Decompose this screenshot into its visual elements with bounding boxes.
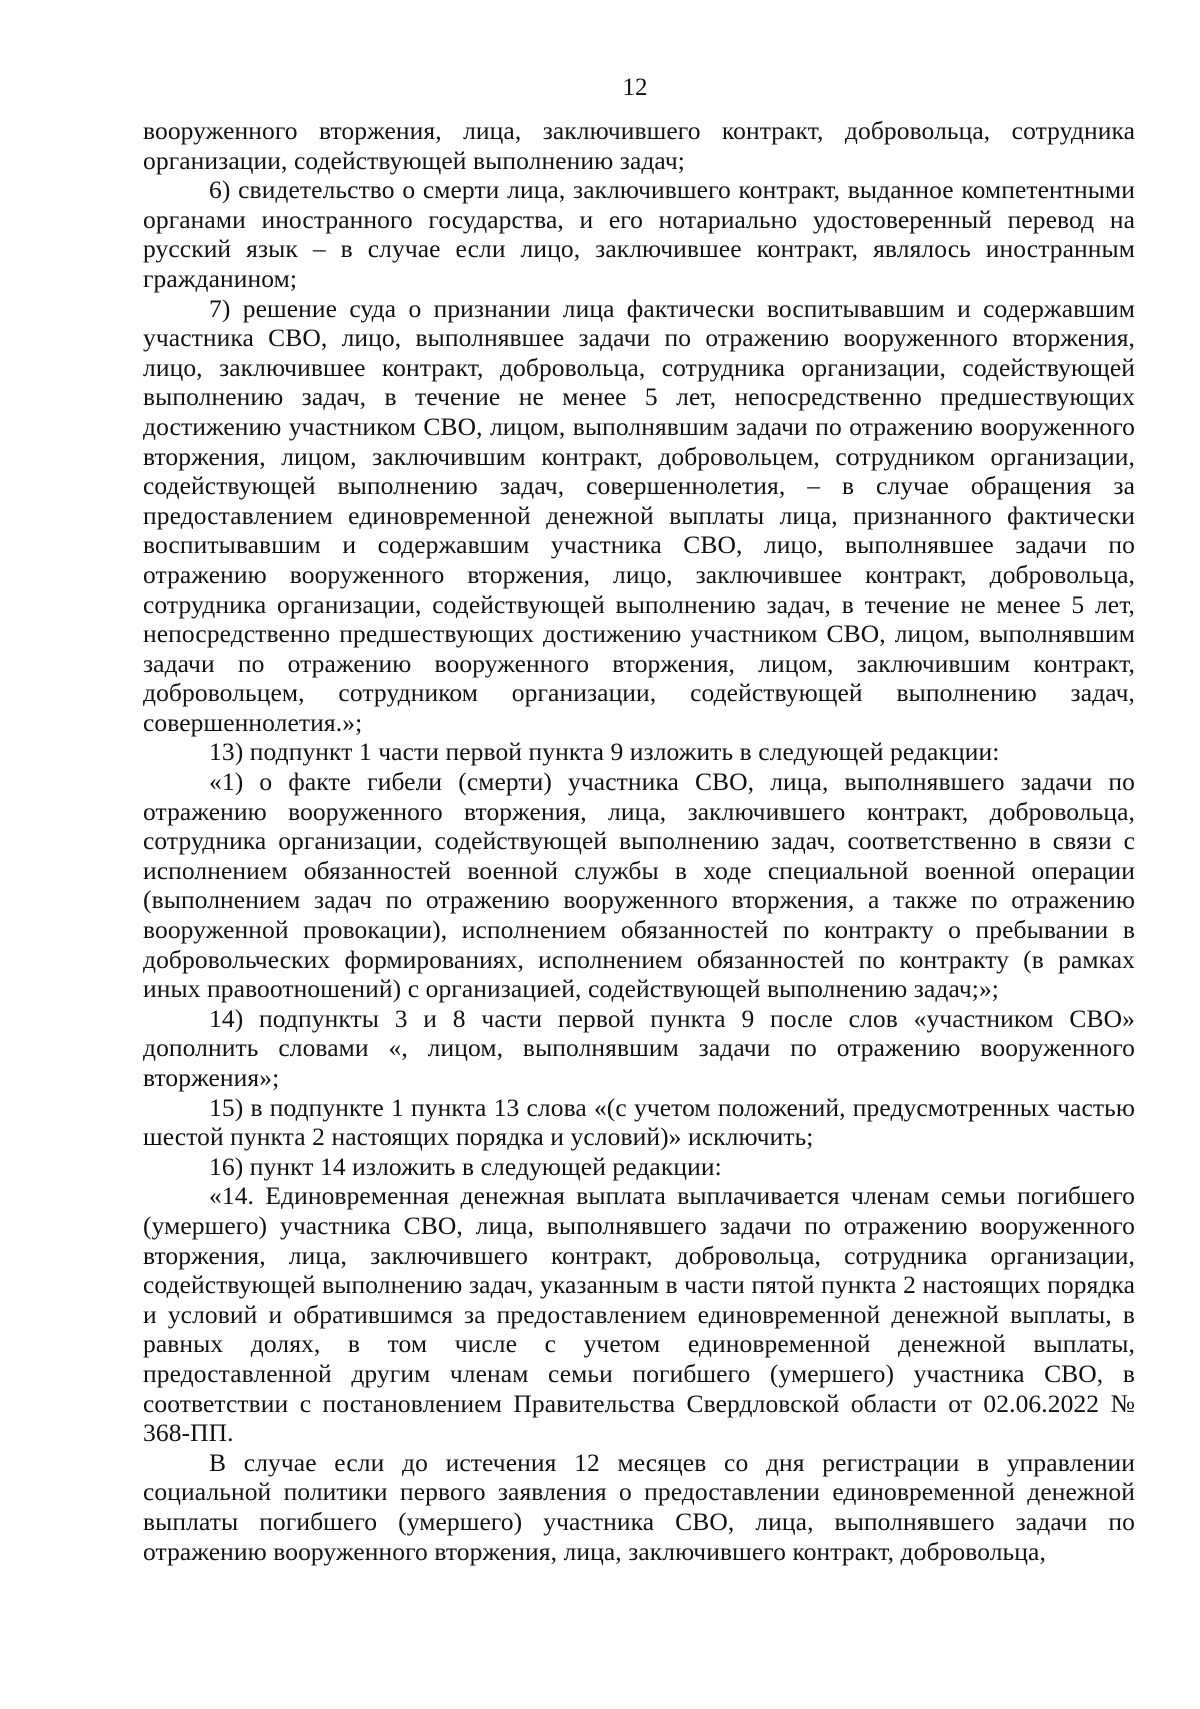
paragraph-item-6: 6) свидетельство о смерти лица, заключившего контракт, выданное компетентными органами иностранного государства, и его нотариально удостоверенный перевод на русский язык – в случае если лицо, заключившее контракт, являлось иностранным гражданином; xyxy=(143,175,1135,293)
paragraph-continuation: вооруженного вторжения, лица, заключившего контракт, добровольца, сотрудника организации, содействующей выполнению задач; xyxy=(143,116,1135,175)
paragraph-item-15: 15) в подпункте 1 пункта 13 слова «(с учетом положений, предусмотренных частью шестой пункта 2 настоящих порядка и условий)» исключить; xyxy=(143,1092,1135,1152)
paragraph-item-7: 7) решение суда о признании лица фактически воспитывавшим и содержавшим участника СВО, лицо, выполнявшее задачи по отражению вооруженного вторжения, лицо, заключившее контракт, добровольца, сотрудника организации, содействующей выполнению задач, в течение не менее 5 лет, непосредственно предшествующих достижению участником СВО, лицом, выполнявшим задачи по отражению вооруженного вторжения, лицом, заключившим контракт, добровольцем, сотрудником организации, содействующей выполнению задач, совершеннолетия, – в случае обращения за предоставлением единовременной денежной выплаты лица, признанного фактически воспитывавшим и содержавшим участника СВО, лицо, выполнявшее задачи по отражению вооруженного вторжения, лицо, заключившее контракт, добровольца, сотрудника организации, содействующей выполнению задач, в течение не менее 5 лет, непосредственно предшествующих достижению участником СВО, лицом, выполнявшим задачи по отражению вооруженного вторжения, лицом, заключившим контракт, добровольцем, сотрудником организации, содействующей выполнению задач, совершеннолетия.»; xyxy=(143,293,1135,737)
paragraph-item-14: 14) подпункты 3 и 8 части первой пункта 9 после слов «участником СВО» дополнить словами «, лицом, выполнявшим задачи по отражению вооруженного вторжения»; xyxy=(143,1003,1135,1092)
paragraph-item-13: 13) подпункт 1 части первой пункта 9 изложить в следующей редакции: xyxy=(209,737,1000,767)
paragraph-quote-1: «1) о факте гибели (смерти) участника СВО, лица, выполнявшего задачи по отражению вооруженного вторжения, лица, заключившего контракт, добровольца, сотрудника организации, содействующей выполнению задач, соответственно в связи с исполнением обязанностей военной службы в ходе специальной военной операции (выполнением задач по отражению вооруженного вторжения, а также по отражению вооруженной провокации), исполнением обязанностей по контракту о пребывании в добровольческих формированиях, исполнением обязанностей по контракту (в рамках иных правоотношений) с организацией, содействующей выполнению задач;»; xyxy=(143,767,1135,1004)
paragraph-final: В случае если до истечения 12 месяцев со дня регистрации в управлении социальной политики первого заявления о предоставлении единовременной денежной выплаты погибшего (умершего) участника СВО, лица, выполнявшего задачи по отражению вооруженного вторжения, лица, заключившего контракт, добровольца, xyxy=(143,1447,1135,1566)
paragraph-quote-14: «14. Единовременная денежная выплата выплачивается членам семьи погибшего (умершего) участника СВО, лица, выполнявшего задачи по отражению вооруженного вторжения, лица, заключившего контракт, добровольца, сотрудника организации, содействующей выполнению задач, указанным в части пятой пункта 2 настоящих порядка и условий и обратившимся за предоставлением единовременной денежной выплаты, в равных долях, в том числе с учетом единовременной денежной выплаты, предоставленной другим членам семьи погибшего (умершего) участника СВО, в соответствии с постановлением Правительства Свердловской области от 02.06.2022 № 368-ПП. xyxy=(143,1181,1135,1448)
page-number: 12 xyxy=(622,74,648,101)
paragraph-item-16: 16) пункт 14 изложить в следующей редакции: xyxy=(209,1151,722,1181)
document-body xyxy=(143,116,1135,1566)
